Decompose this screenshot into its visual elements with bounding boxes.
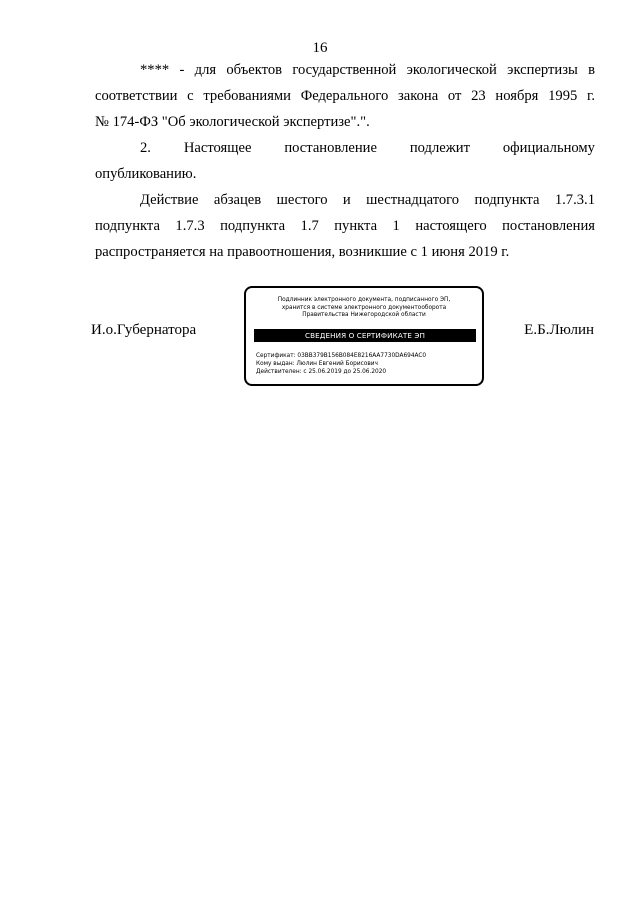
validity-row (256, 368, 478, 376)
validity-value: с 25.06.2019 до 25.06.2020 (303, 369, 387, 375)
issued-row (256, 360, 478, 368)
text-line (95, 135, 595, 161)
text-line: Действие абзацев шестого и шестнадцатого подпункта 1.7.3.1 (140, 192, 595, 208)
paragraph-expertise-note (95, 57, 595, 135)
page-number: 16 (312, 40, 328, 56)
issued-value: Люлин Евгений Борисович (296, 361, 378, 367)
signatory-title: И.о.Губернатора (91, 322, 197, 338)
text-line: подпункта 1.7.3 подпункта 1.7 пункта 1 настоящего постановления (95, 218, 595, 234)
body-text (95, 57, 595, 265)
text-line: распространяется на правоотношения, возникшие с 1 июня 2019 г. (95, 244, 510, 260)
text-line: соответствии с требованиями Федерального закона от 23 ноября 1995 г. (95, 88, 595, 104)
word: подлежит (409, 140, 470, 156)
certificate-info-bar: СВЕДЕНИЯ О СЕРТИФИКАТЕ ЭП (254, 329, 476, 342)
certificate-value: 03BB379B156B084E8216AA7730DA694AC0 (297, 353, 427, 359)
paragraph-effective-date (95, 187, 595, 265)
certificate-row (256, 352, 478, 360)
stamp-header (246, 297, 482, 320)
certificate-label: Сертификат: (256, 353, 296, 359)
stamp-header-line: хранится в системе электронного документооборота (281, 304, 447, 311)
word: Настоящее (183, 140, 252, 156)
certificate-details (256, 352, 478, 376)
clause-number: 2. (140, 140, 151, 156)
validity-label: Действителен: (256, 369, 302, 375)
stamp-header-line: Подлинник электронного документа, подписанного ЭП, (277, 297, 451, 303)
signatory-name: Е.Б.Люлин (524, 322, 594, 338)
stamp-header-line: Правительства Нижегородской области (302, 312, 426, 318)
text-line: № 174-ФЗ "Об экологической экспертизе".". (95, 114, 370, 130)
word: официальному (502, 140, 595, 156)
word: постановление (284, 140, 377, 156)
electronic-signature-stamp (244, 286, 484, 386)
paragraph-publication (95, 135, 595, 187)
issued-label: Кому выдан: (256, 361, 295, 367)
text-line: опубликованию. (95, 166, 197, 182)
text-line: **** - для объектов государственной экологической экспертизы в (140, 62, 595, 78)
